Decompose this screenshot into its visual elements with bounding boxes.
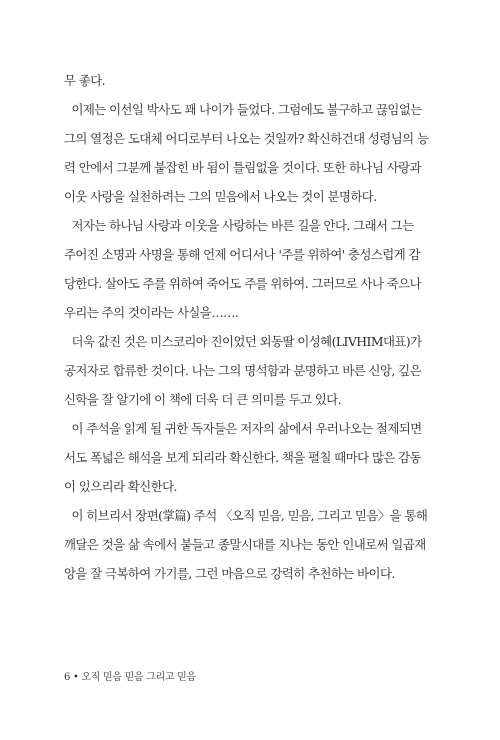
text-line: 그의 열정은 도대체 어디로부터 나오는 것일까? 확신하건대 성령님의 능 [64, 131, 429, 146]
text-line: 당한다. 살아도 주를 위하여 죽어도 주를 위하여. 그러므로 사나 죽으나 [64, 276, 422, 291]
text-line: 이제는 이선일 박사도 꽤 나이가 들었다. 그럼에도 불구하고 끊임없는 [71, 102, 422, 117]
text-line: 우리는 주의 것이라는 사실을……. [64, 305, 239, 320]
text-line: 신학을 잘 알기에 이 책에 더욱 더 큰 의미를 두고 있다. [64, 392, 342, 407]
text-line: 이 주석을 읽게 될 귀한 독자들은 저자의 삶에서 우러나오는 절제되면 [71, 421, 422, 436]
text-line: 깨달은 것을 삶 속에서 붙들고 종말시대를 지나는 동안 인내로써 일곱재 [64, 537, 426, 552]
text-line: 저자는 하나님 사랑과 이웃을 사랑하는 바른 길을 안다. 그래서 그는 [71, 218, 414, 233]
text-line: 더욱 값진 것은 미스코리아 진이었던 외동딸 이성혜(LIVHIM대표)가 [71, 334, 422, 349]
text-line: 무 좋다. [64, 73, 106, 88]
text-line: 앙을 잘 극복하여 가기를, 그런 마음으로 강력히 추천하는 바이다. [64, 566, 395, 581]
text-line: 이 히브리서 장편(掌篇) 주석 〈오직 믿음, 믿음, 그리고 믿음〉을 통해 [71, 508, 428, 523]
text-line: 이 있으리라 확신한다. [64, 479, 177, 494]
body-text [64, 66, 436, 588]
text-line: 력 안에서 그분께 붙잡힌 바 됨이 틀림없을 것이다. 또한 하나님 사랑과 [64, 160, 422, 175]
text-line: 공저자로 합류한 것이다. 나는 그의 명석함과 분명하고 바른 신앙, 깊은 [64, 363, 422, 378]
text-line: 이웃 사랑을 실천하려는 그의 믿음에서 나오는 것이 분명하다. [64, 189, 377, 204]
text-line: 서도 폭넓은 해석을 보게 되리라 확신한다. 책을 펼칠 때마다 많은 감동 [64, 450, 422, 465]
page-footer: 6 • 오직 믿음 믿음 그리고 믿음 [64, 672, 196, 683]
text-line: 주어진 소명과 사명을 통해 언제 어디서나 '주를 위하여' 충성스럽게 감 [64, 247, 420, 262]
